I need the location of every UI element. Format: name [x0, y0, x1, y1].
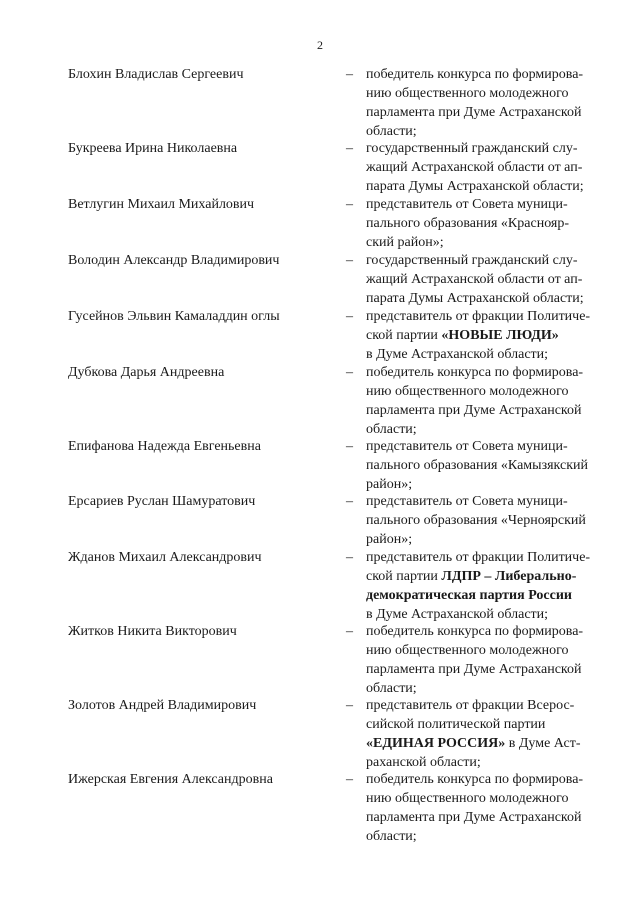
- role-line: [366, 326, 610, 345]
- member-role: [366, 139, 610, 196]
- role-line: [366, 586, 610, 605]
- role-line: победитель конкурса по формирова-: [366, 365, 584, 380]
- role-line: пального образования «Камызякский: [366, 458, 588, 473]
- role-line: район»;: [366, 532, 413, 547]
- role-line: сийской политической партии: [366, 717, 546, 732]
- role-line: в Думе Астраханской области;: [366, 347, 549, 362]
- role-line: представитель от фракции Политиче-: [366, 309, 591, 324]
- member-name: Володин Александр Владимирович: [68, 253, 280, 268]
- role-line: парламента при Думе Астраханской: [366, 662, 582, 677]
- dash: –: [346, 439, 353, 454]
- role-line: победитель конкурса по формирова-: [366, 624, 584, 639]
- member-name: Золотов Андрей Владимирович: [68, 698, 257, 713]
- member-role: [366, 770, 610, 846]
- dash: –: [346, 550, 353, 565]
- member-role: [366, 696, 610, 772]
- member-role: [366, 548, 610, 624]
- dash: –: [346, 309, 353, 324]
- role-line: представитель от фракции Всерос-: [366, 698, 575, 713]
- member-role: [366, 251, 610, 308]
- role-line: парата Думы Астраханской области;: [366, 291, 584, 306]
- role-line: раханской области;: [366, 755, 481, 770]
- role-text: ской партии: [366, 328, 442, 343]
- party-name: ЛДПР – Либерально-: [441, 569, 577, 584]
- party-name: «ЕДИНАЯ РОССИЯ»: [366, 736, 506, 751]
- role-line: государственный гражданский слу-: [366, 141, 578, 156]
- dash: –: [346, 698, 353, 713]
- role-line: парата Думы Астраханской области;: [366, 179, 584, 194]
- role-line: жащий Астраханской области от ап-: [366, 160, 583, 175]
- page-number: 2: [317, 38, 323, 52]
- role-line: победитель конкурса по формирова-: [366, 67, 584, 82]
- role-line: победитель конкурса по формирова-: [366, 772, 584, 787]
- role-line: области;: [366, 124, 417, 139]
- role-line: нию общественного молодежного: [366, 791, 569, 806]
- dash: –: [346, 772, 353, 787]
- member-name: Дубкова Дарья Андреевна: [68, 365, 225, 380]
- role-line: район»;: [366, 477, 413, 492]
- role-line: [366, 734, 610, 753]
- member-name: Епифанова Надежда Евгеньевна: [68, 439, 261, 454]
- role-line: в Думе Астраханской области;: [366, 607, 549, 622]
- dash: –: [346, 197, 353, 212]
- role-line: пального образования «Черноярский: [366, 513, 586, 528]
- party-name: «НОВЫЕ ЛЮДИ»: [441, 328, 559, 343]
- role-line: парламента при Думе Астраханской: [366, 105, 582, 120]
- role-line: области;: [366, 422, 417, 437]
- dash: –: [346, 141, 353, 156]
- member-name: Блохин Владислав Сергеевич: [68, 67, 244, 82]
- member-name: Житков Никита Викторович: [68, 624, 237, 639]
- role-line: ский район»;: [366, 235, 444, 250]
- role-line: представитель от Совета муници-: [366, 197, 568, 212]
- role-line: парламента при Думе Астраханской: [366, 403, 582, 418]
- role-line: нию общественного молодежного: [366, 384, 569, 399]
- role-text: в Думе Аст-: [505, 736, 581, 751]
- member-role: [366, 437, 610, 494]
- role-text: ской партии: [366, 569, 442, 584]
- member-name: Жданов Михаил Александрович: [68, 550, 262, 565]
- member-name: Ижерская Евгения Александровна: [68, 772, 273, 787]
- member-role: [366, 363, 610, 439]
- role-line: нию общественного молодежного: [366, 86, 569, 101]
- role-line: представитель от фракции Политиче-: [366, 550, 591, 565]
- party-name: демократическая партия России: [366, 588, 572, 603]
- dash: –: [346, 253, 353, 268]
- member-name: Ветлугин Михаил Михайлович: [68, 197, 255, 212]
- role-line: государственный гражданский слу-: [366, 253, 578, 268]
- role-line: парламента при Думе Астраханской: [366, 810, 582, 825]
- member-role: [366, 622, 610, 698]
- member-name: Ерсариев Руслан Шамуратович: [68, 494, 256, 509]
- member-role: [366, 65, 610, 141]
- member-role: [366, 307, 610, 364]
- role-line: области;: [366, 829, 417, 844]
- member-role: [366, 492, 610, 549]
- role-line: жащий Астраханской области от ап-: [366, 272, 583, 287]
- dash: –: [346, 624, 353, 639]
- role-line: представитель от Совета муници-: [366, 439, 568, 454]
- member-name: Гусейнов Эльвин Камаладдин оглы: [68, 309, 280, 324]
- dash: –: [346, 365, 353, 380]
- role-line: области;: [366, 681, 417, 696]
- role-line: [366, 567, 610, 586]
- role-line: представитель от Совета муници-: [366, 494, 568, 509]
- member-name: Букреева Ирина Николаевна: [68, 141, 238, 156]
- role-line: пального образования «Краснояр-: [366, 216, 570, 231]
- dash: –: [346, 67, 353, 82]
- dash: –: [346, 494, 353, 509]
- role-line: нию общественного молодежного: [366, 643, 569, 658]
- member-role: [366, 195, 610, 252]
